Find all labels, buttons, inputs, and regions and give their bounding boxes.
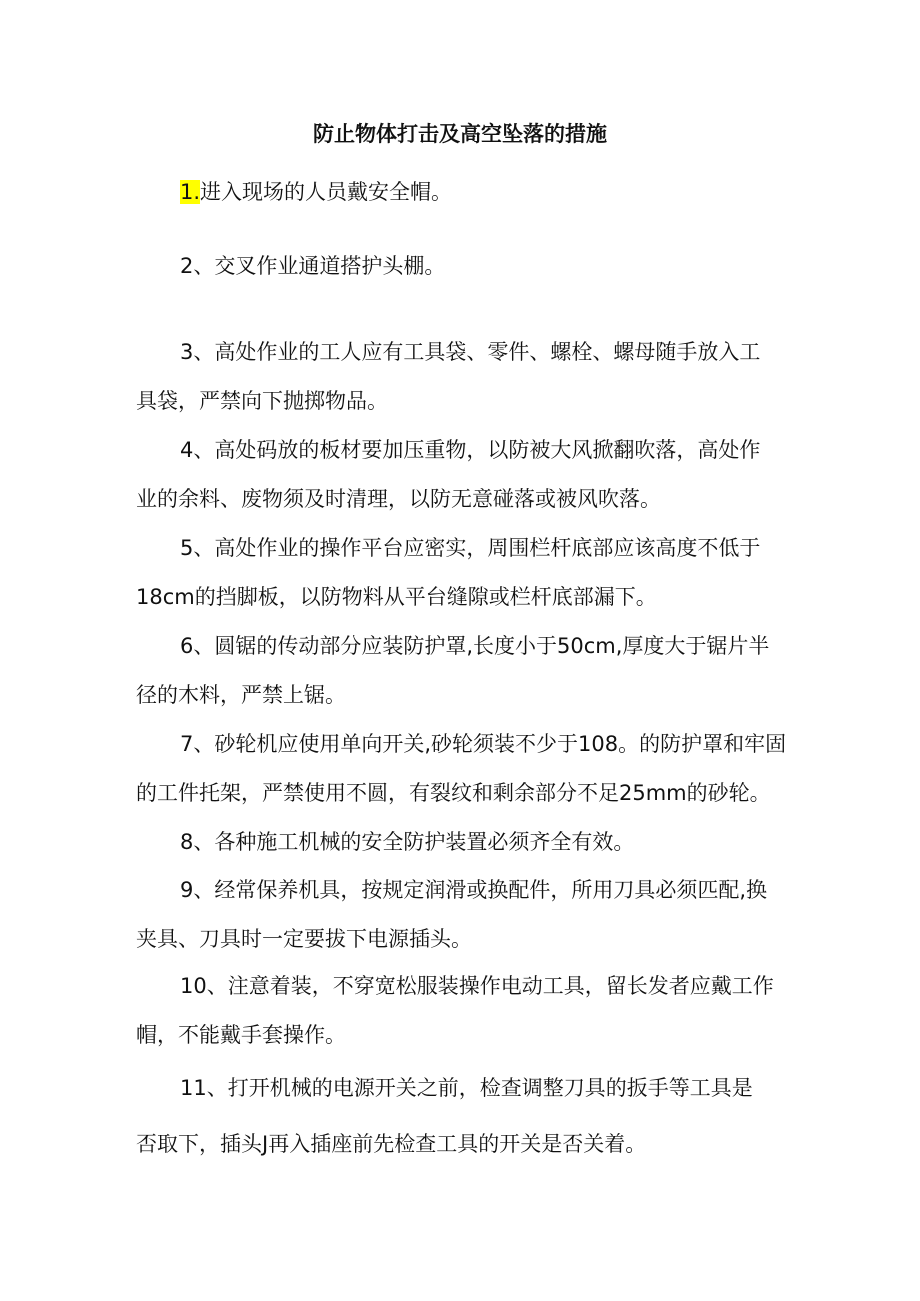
item-3-line-2: 具袋，严禁向下抛掷物品。 (136, 389, 388, 413)
item-9-line-1: 9、经常保养机具，按规定润滑或换配件，所用刀具必须匹配,换 (180, 878, 768, 902)
item-5-line-2: 18cm的挡脚板，以防物料从平台缝隙或栏杆底部漏下。 (136, 585, 657, 609)
item-6-line-1: 6、圆锯的传动部分应装防护罩,长度小于50cm,厚度大于锯片半 (180, 634, 770, 658)
document-title: 防止物体打击及高空坠落的措施 (313, 122, 607, 146)
item-8 (136, 818, 796, 867)
item-10-line-2: 帽，不能戴手套操作。 (136, 1023, 346, 1047)
item-1 (136, 168, 796, 217)
item-3-line-1: 3、高处作业的工人应有工具袋、零件、螺栓、螺母随手放入工 (180, 340, 761, 364)
item-4-line-1: 4、高处码放的板材要加压重物，以防被大风掀翻吹落，高处作 (180, 438, 761, 462)
item-9 (136, 866, 796, 964)
item-7-line-1: 7、砂轮机应使用单向开关,砂轮须装不少于108。的防护罩和牢固 (180, 732, 787, 756)
item-11 (136, 1060, 796, 1172)
item-11-line-1: 11、打开机械的电源开关之前，检查调整刀具的扳手等工具是 (180, 1076, 753, 1100)
item-4 (136, 426, 796, 524)
item-4-line-2: 业的余料、废物须及时清理，以防无意碰落或被风吹落。 (136, 487, 661, 511)
item-10-line-1: 10、注意着装，不穿宽松服装操作电动工具，留长发者应戴工作 (180, 974, 774, 998)
item-3 (136, 328, 796, 426)
item-11-line-2: 否取下，插头J再入插座前先检查工具的开关是否关着。 (136, 1132, 647, 1156)
item-7 (136, 720, 796, 818)
item-6 (136, 622, 796, 720)
item-5-line-1: 5、高处作业的操作平台应密实，周围栏杆底部应该高度不低于 (180, 536, 761, 560)
item-number-highlight: 1. (180, 180, 201, 204)
item-1-text: 进入现场的人员戴安全帽。 (200, 180, 453, 204)
item-9-line-2: 夹具、刀具时一定要拔下电源插头。 (136, 927, 472, 951)
item-7-line-2: 的工件托架，严禁使用不圆，有裂纹和剩余部分不足25mm的砂轮。 (136, 781, 771, 805)
item-8-line-1: 8、各种施工机械的安全防护装置必须齐全有效。 (180, 830, 635, 854)
item-6-line-2: 径的木料，严禁上锯。 (136, 683, 346, 707)
item-10 (136, 962, 796, 1060)
item-2 (136, 242, 796, 291)
item-2-line-1: 2、交叉作业通道搭护头棚。 (180, 254, 446, 278)
item-5 (136, 524, 796, 622)
